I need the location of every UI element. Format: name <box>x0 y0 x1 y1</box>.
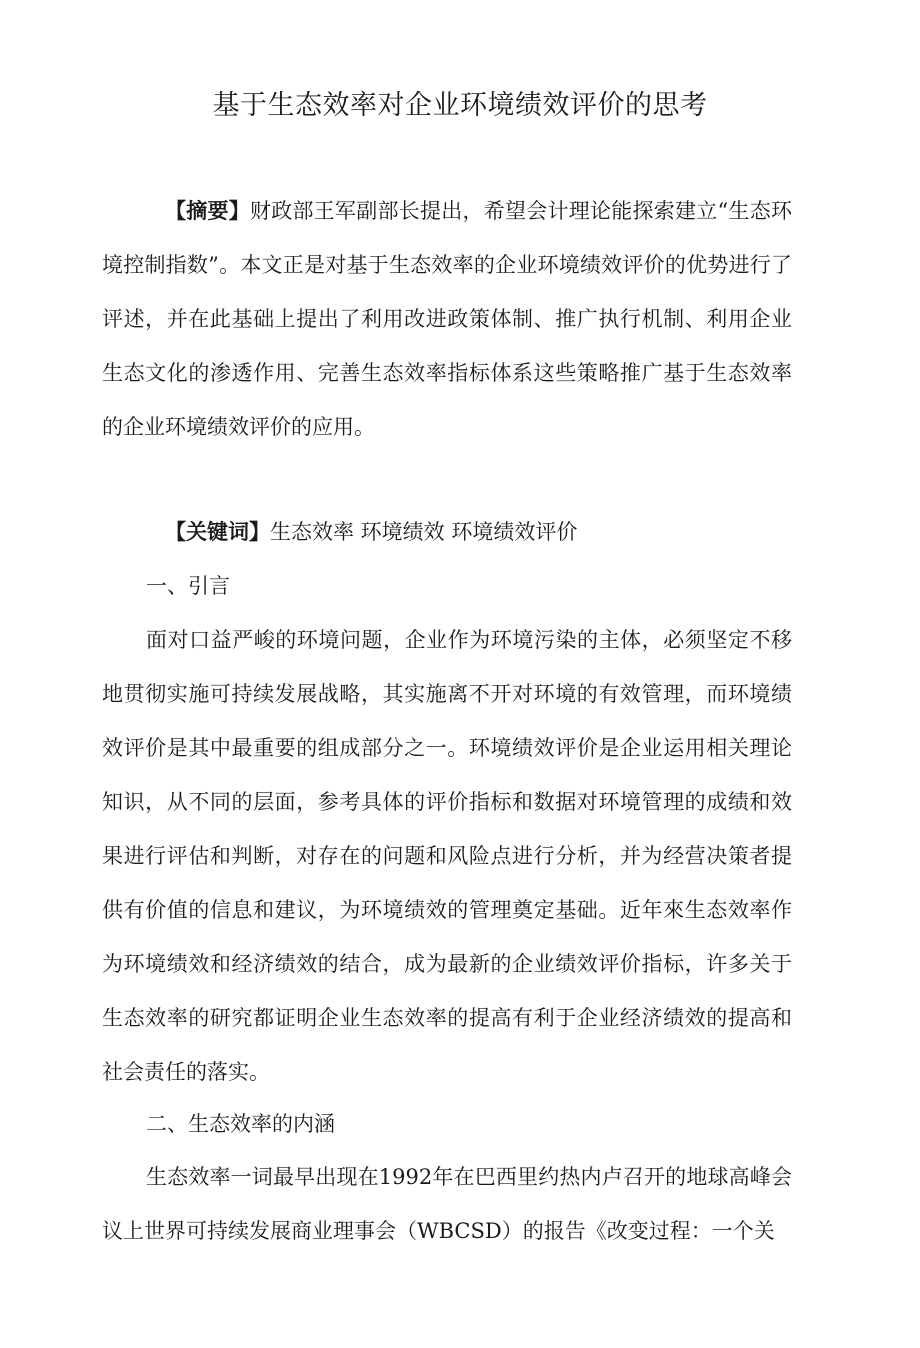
section-heading-introduction: 一、引言 <box>146 574 230 598</box>
document-title: 基于生态效率对企业环境绩效评价的思考 <box>212 90 708 121</box>
section-heading-eco-efficiency: 二、生态效率的内涵 <box>146 1112 335 1136</box>
abstract-paragraph <box>102 184 792 454</box>
keywords-line <box>165 505 577 559</box>
eco-efficiency-paragraph: 生态效率一词最早出现在1992年在巴西里约热内卢召开的地球高峰会议上世界可持续发展商业理事会（WBCSD）的报告《改变过程：一个关 <box>102 1165 792 1243</box>
keywords-text: 生态效率 环境绩效 环境绩效评价 <box>270 520 578 544</box>
abstract-text: 财政部王军副部长提出，希望会计理论能探索建立“生态环境控制指数”。本文正是对基于生态效率的企业环境绩效评价的优势进行了评述，并在此基础上提出了利用改进政策体制、推广执行机制、利用企业生态文化的渗透作用、完善生态效率指标体系这些策略推广基于生态效率的企业环境绩效评价的应用。 <box>102 199 793 439</box>
keywords-label: 【关键词】 <box>165 519 270 544</box>
abstract-label: 【摘要】 <box>165 198 251 223</box>
introduction-paragraph: 面对口益严峻的环境问题，企业作为环境污染的主体，必须坚定不移地贯彻实施可持续发展战略，其实施离不开对环境的有效管理，而环境绩效评价是其中最重要的组成部分之一。环境绩效评价是企业运用相关理论知识，从不同的层面，参考具体的评价指标和数据对环境管理的成绩和效果进行评估和判断，对存在的问题和风险点进行分析，并为经营决策者提供有价值的信息和建议，为环境绩效的管理奠定基础。近年來生态效率作为环境绩效和经济绩效的结合，成为最新的企业绩效评价指标，许多关于生态效率的研究都证明企业生态效率的提高有利于企业经济绩效的提高和社会责任的落实。 <box>102 628 792 1084</box>
